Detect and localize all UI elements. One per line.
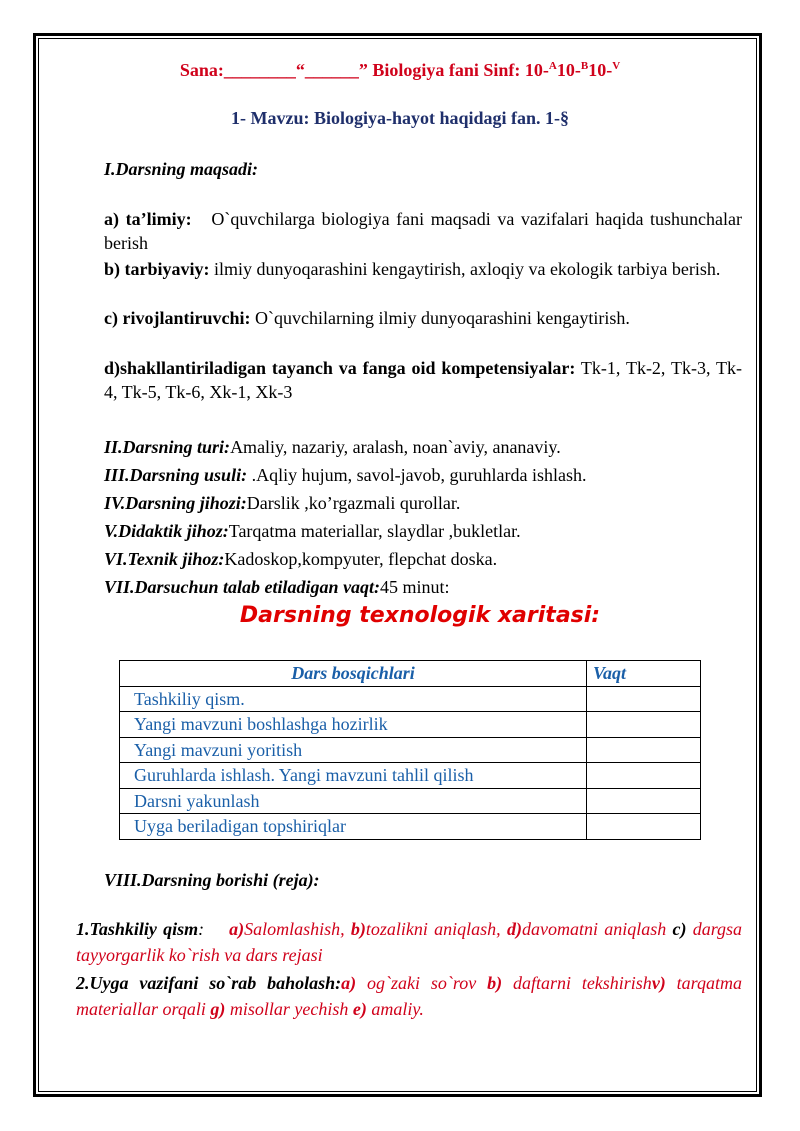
subject: Biologiya fani bbox=[372, 60, 479, 80]
step-1-label: 1.Tashkiliy qism bbox=[76, 919, 199, 939]
tech-map-title: Darsning texnologik xaritasi: bbox=[239, 603, 601, 628]
info-value: Tarqatma materiallar, slaydlar ,bukletlar. bbox=[228, 521, 521, 541]
table-row bbox=[120, 788, 701, 814]
class-v: V bbox=[612, 60, 621, 72]
goal-c bbox=[104, 306, 742, 330]
info-line bbox=[104, 517, 742, 545]
step-2-a-text: og`zaki so`rov bbox=[367, 973, 477, 993]
goal-a-text: O`quvchilarga biologiya fani maqsadi va vazifalari haqida tushunchalar berish bbox=[104, 209, 742, 253]
info-line bbox=[104, 433, 742, 461]
info-label: III.Darsning usuli: bbox=[104, 465, 248, 485]
plan-heading: VIII.Darsning borishi (reja): bbox=[104, 870, 320, 890]
table-header-row bbox=[120, 661, 701, 687]
time-cell bbox=[587, 712, 701, 738]
info-value: .Aqliy hujum, savol-javob, guruhlarda ishlash. bbox=[247, 465, 587, 485]
time-cell bbox=[587, 686, 701, 712]
date-label: Sana:________“______” bbox=[179, 60, 368, 80]
stage-cell: Darsni yakunlash bbox=[120, 788, 587, 814]
step-1-c-mark: c) bbox=[672, 919, 687, 939]
step-2-b-mark: b) bbox=[487, 973, 503, 993]
step-1-colon: : bbox=[198, 919, 205, 939]
step-1-d-mark: d) bbox=[506, 919, 522, 939]
step-2-e-mark: e) bbox=[352, 999, 367, 1019]
info-value: 45 minut: bbox=[380, 577, 450, 597]
step-2-g-text: misollar yechish bbox=[229, 999, 349, 1019]
goal-a bbox=[104, 207, 742, 255]
info-label: VII.Darsuchun talab etiladigan vaqt: bbox=[104, 577, 381, 597]
step-1-b-text: tozalikni aniqlash, bbox=[365, 919, 501, 939]
table-row bbox=[120, 737, 701, 763]
step-2-v-text: tarqatma materiallar orqali bbox=[76, 973, 743, 1019]
info-line bbox=[104, 489, 742, 517]
class-b: B bbox=[580, 60, 589, 72]
info-line bbox=[104, 545, 742, 573]
goal-b-text: ilmiy dunyoqarashini kengaytirish, axloqiy va ekologik tarbiya berish. bbox=[214, 259, 721, 279]
table-row bbox=[120, 763, 701, 789]
stage-cell: Yangi mavzuni yoritish bbox=[120, 737, 587, 763]
class-v-base: 10- bbox=[588, 60, 613, 80]
stage-cell: Tashkiliy qism. bbox=[120, 686, 587, 712]
step-1-a-mark: a) bbox=[229, 919, 245, 939]
table-row bbox=[120, 686, 701, 712]
info-line bbox=[104, 461, 742, 489]
stage-cell: Yangi mavzuni boshlashga hozirlik bbox=[120, 712, 587, 738]
step-2-v-mark: v) bbox=[651, 973, 666, 993]
step-2-a-mark: a) bbox=[341, 973, 357, 993]
info-label: II.Darsning turi: bbox=[104, 437, 231, 457]
lesson-title: 1- Mavzu: Biologiya-hayot haqidagi fan. 1-§ bbox=[230, 108, 570, 128]
lesson-info bbox=[104, 433, 742, 601]
header-line bbox=[0, 60, 800, 81]
goal-d-label: d)shakllantiriladigan tayanch va fanga oid kompetensiyalar: bbox=[104, 358, 576, 378]
info-label: VI.Texnik jihoz: bbox=[104, 549, 225, 569]
class-label: Sinf: 10- bbox=[483, 60, 549, 80]
step-1-d-text: davomatni aniqlash bbox=[521, 919, 667, 939]
step-2 bbox=[76, 970, 742, 1022]
table-row bbox=[120, 712, 701, 738]
time-cell bbox=[587, 814, 701, 840]
info-value: Darslik ,ko’rgazmali qurollar. bbox=[246, 493, 461, 513]
stage-cell: Guruhlarda ishlash. Yangi mavzuni tahlil qilish bbox=[120, 763, 587, 789]
step-2-b-text: daftarni tekshirish bbox=[512, 973, 652, 993]
goal-c-text: O`quvchilarning ilmiy dunyoqarashini kengaytirish. bbox=[254, 308, 630, 328]
step-2-e-text: amaliy. bbox=[371, 999, 424, 1019]
goals-heading: I.Darsning maqsadi: bbox=[104, 159, 259, 179]
time-cell bbox=[587, 763, 701, 789]
lesson-stages-table bbox=[119, 660, 701, 840]
info-value: Amaliy, nazariy, aralash, noan`aviy, ananaviy. bbox=[230, 437, 561, 457]
info-value: Kadoskop,kompyuter, flepchat doska. bbox=[224, 549, 498, 569]
column-header-time: Vaqt bbox=[587, 661, 701, 687]
info-label: IV.Darsning jihozi: bbox=[104, 493, 247, 513]
goal-d-text: Tk-1, Tk-2, Tk-3, Tk-4, Tk-5, Tk-6, Xk-1, Xk-3 bbox=[104, 358, 742, 402]
class-b-base: 10- bbox=[556, 60, 581, 80]
goal-d bbox=[104, 356, 742, 404]
step-1-c-text: dargsa tayyorgarlik ko`rish va dars rejasi bbox=[76, 919, 743, 965]
info-line bbox=[104, 573, 742, 601]
info-label: V.Didaktik jihoz: bbox=[104, 521, 229, 541]
step-1-b-mark: b) bbox=[350, 919, 366, 939]
goal-a-label: a) ta’limiy: bbox=[104, 209, 192, 229]
time-cell bbox=[587, 737, 701, 763]
stage-cell: Uyga beriladigan topshiriqlar bbox=[120, 814, 587, 840]
time-cell bbox=[587, 788, 701, 814]
step-1-a-text: Salomlashish, bbox=[244, 919, 345, 939]
goal-b-label: b) tarbiyaviy: bbox=[104, 259, 210, 279]
class-a: A bbox=[548, 60, 557, 72]
goal-c-label: c) rivojlantiruvchi: bbox=[104, 308, 251, 328]
step-2-g-mark: g) bbox=[210, 999, 226, 1019]
goal-b bbox=[104, 257, 742, 281]
column-header-stage: Dars bosqichlari bbox=[120, 661, 587, 687]
step-2-label: 2.Uyga vazifani so`rab baholash: bbox=[76, 973, 342, 993]
step-1 bbox=[76, 916, 742, 968]
table-row bbox=[120, 814, 701, 840]
